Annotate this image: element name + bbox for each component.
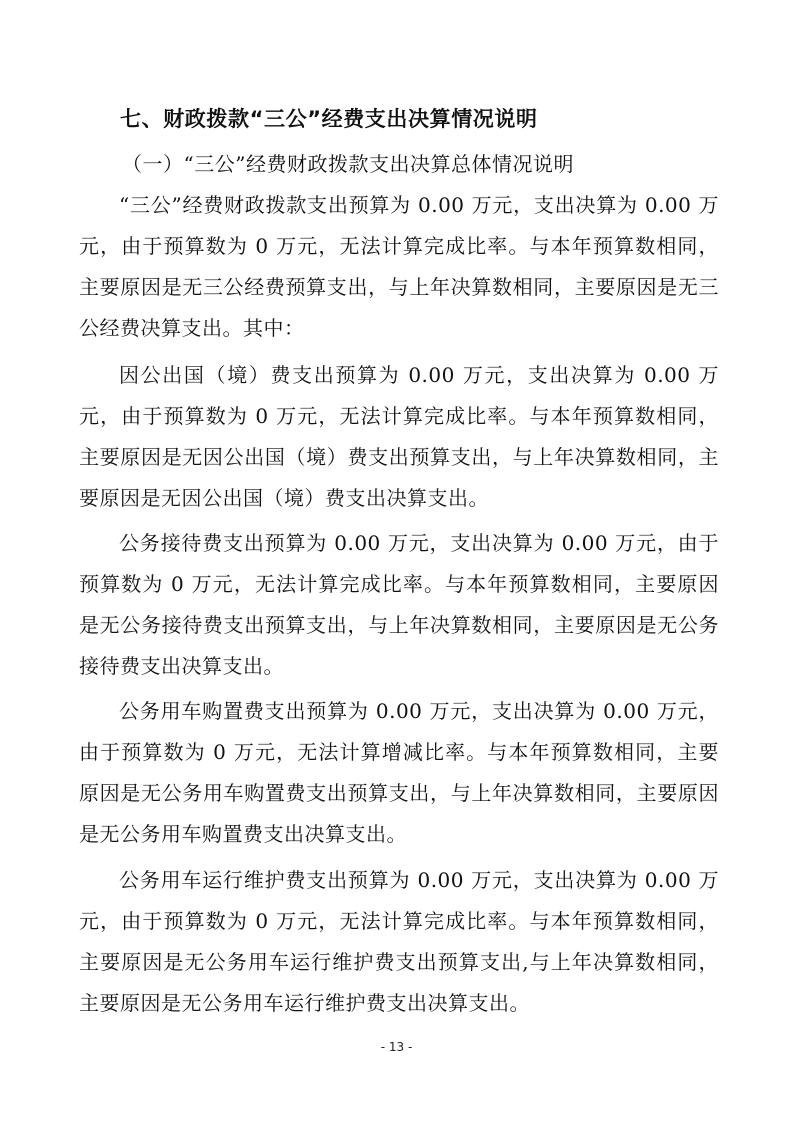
paragraph-official-reception: 公务接待费支出预算为 0.00 万元，支出决算为 0.00 万元，由于预算数为 0 万元，无法计算完成比率。与本年预算数相同，主要原因是无公务接待费支出预算支出，与上年决算数相同，主要原因是无公务接待费支出决算支出。 [79, 531, 719, 678]
paragraph-overseas-travel: 因公出国（境）费支出预算为 0.00 万元，支出决算为 0.00 万元，由于预算数为 0 万元，无法计算完成比率。与本年预算数相同，主要原因是无因公出国（境）费支出预算支出，与上年决算数相同，主要原因是无因公出国（境）费支出决算支出。 [79, 363, 719, 510]
subsection-heading: （一）“三公”经费财政拨款支出决算总体情况说明 [122, 152, 574, 176]
page-number: - 13 - [380, 1040, 413, 1054]
section-heading: 七、财政拨款“三公”经费支出决算情况说明 [120, 107, 538, 131]
paragraph-overall: “三公”经费财政拨款支出预算为 0.00 万元，支出决算为 0.00 万元，由于预算数为 0 万元，无法计算完成比率。与本年预算数相同，主要原因是无三公经费预算支出，与上年决算数相同，主要原因是无三公经费决算支出。其中： [79, 193, 719, 340]
paragraph-vehicle-operation: 公务用车运行维护费支出预算为 0.00 万元，支出决算为 0.00 万元，由于预算数为 0 万元，无法计算完成比率。与本年预算数相同，主要原因是无公务用车运行维护费支出预算支出,与上年决算数相同，主要原因是无公务用车运行维护费支出决算支出。 [79, 868, 719, 1015]
paragraph-vehicle-purchase: 公务用车购置费支出预算为 0.00 万元，支出决算为 0.00 万元，由于预算数为 0 万元，无法计算增减比率。与本年预算数相同，主要原因是无公务用车购置费支出预算支出，与上年决算数相同，主要原因是无公务用车购置费支出决算支出。 [79, 699, 719, 846]
